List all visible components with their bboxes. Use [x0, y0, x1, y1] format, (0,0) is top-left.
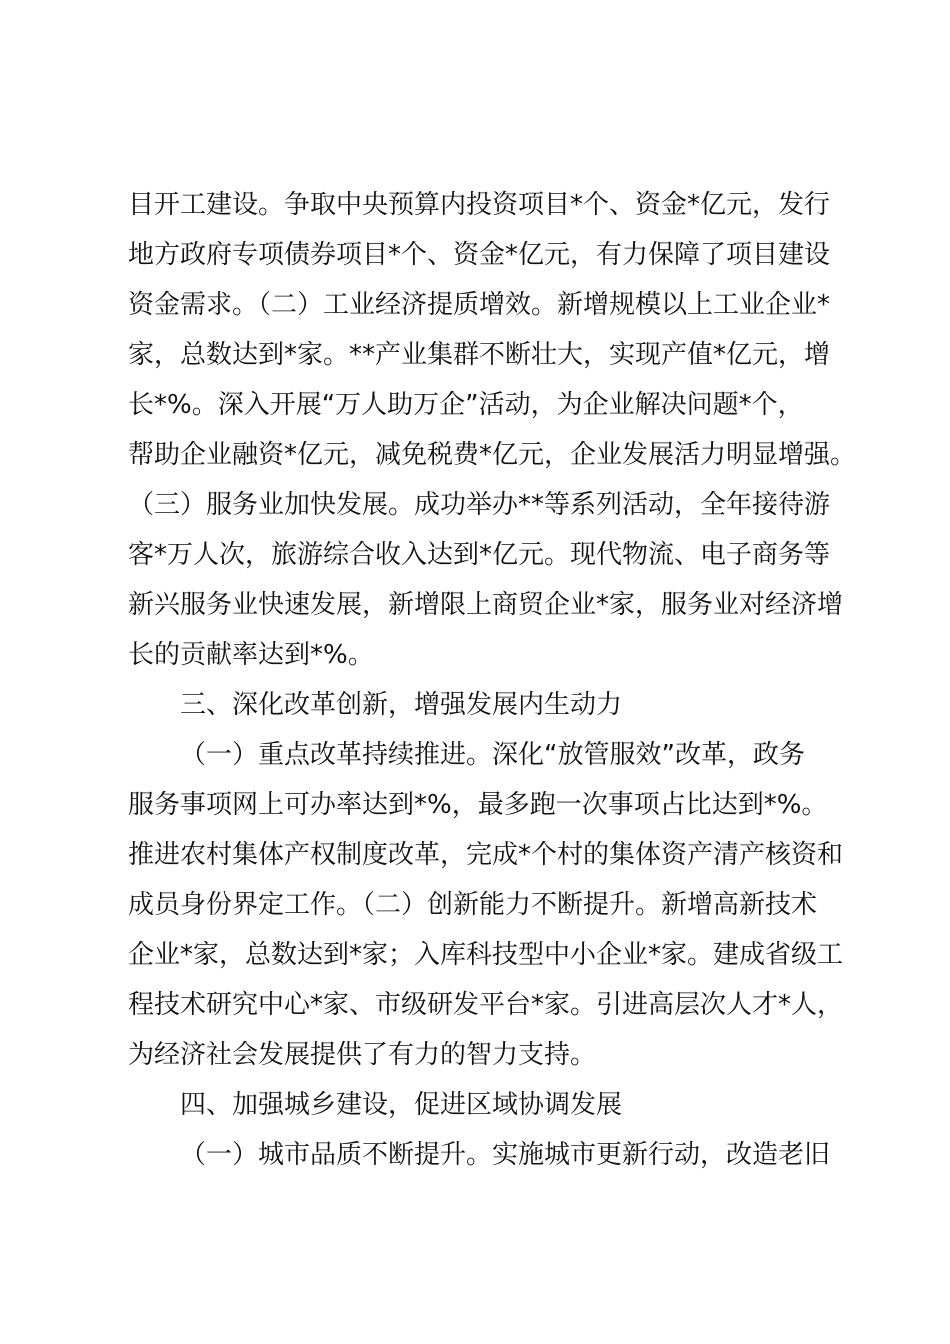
paragraph-start-line: （一）城市品质不断提升。实施城市更新行动，改造老旧	[180, 1140, 831, 1170]
text-line: 资金需求。（二）工业经济提质增效。新增规模以上工业企业*	[128, 290, 831, 320]
text-line: （三）服务业加快发展。成功举办**等系列活动，全年接待游	[128, 490, 831, 520]
text-line: 长的贡献率达到*%。	[128, 640, 374, 670]
text-line: 服务事项网上可办率达到*%，最多跑一次事项占比达到*%。	[128, 790, 828, 820]
text-line: 成员身份界定工作。（二）创新能力不断提升。新增高新技术	[128, 890, 818, 920]
text-line: 程技术研究中心*家、市级研发平台*家。引进高层次人才*人，	[128, 990, 844, 1020]
document-body	[128, 180, 857, 1180]
text-line: 目开工建设。争取中央预算内投资项目*个、资金*亿元，发行	[128, 190, 831, 220]
paragraph-start-line: （一）重点改革持续推进。深化“放管服效”改革，政务	[180, 740, 805, 770]
text-line: 为经济社会发展提供了有力的智力支持。	[128, 1040, 597, 1070]
text-line: 客*万人次，旅游综合收入达到*亿元。现代物流、电子商务等	[128, 540, 831, 570]
text-line: 新兴服务业快速发展，新增限上商贸企业*家，服务业对经济增	[128, 590, 844, 620]
section-heading: 四、加强城乡建设，促进区域协调发展	[180, 1090, 623, 1120]
text-line: 长*%。深入开展“万人助万企”活动，为企业解决问题*个，	[128, 390, 804, 420]
section-heading: 三、深化改革创新，增强发展内生动力	[180, 690, 623, 720]
text-line: 地方政府专项债券项目*个、资金*亿元，有力保障了项目建设	[128, 240, 831, 270]
text-line: 企业*家，总数达到*家；入库科技型中小企业*家。建成省级工	[128, 940, 844, 970]
text-line: 推进农村集体产权制度改革，完成*个村的集体资产清产核资和	[128, 840, 844, 870]
text-line: 帮助企业融资*亿元，减免税费*亿元，企业发展活力明显增强。	[128, 440, 857, 470]
text-line: 家，总数达到*家。**产业集群不断壮大，实现产值*亿元，增	[128, 340, 831, 370]
